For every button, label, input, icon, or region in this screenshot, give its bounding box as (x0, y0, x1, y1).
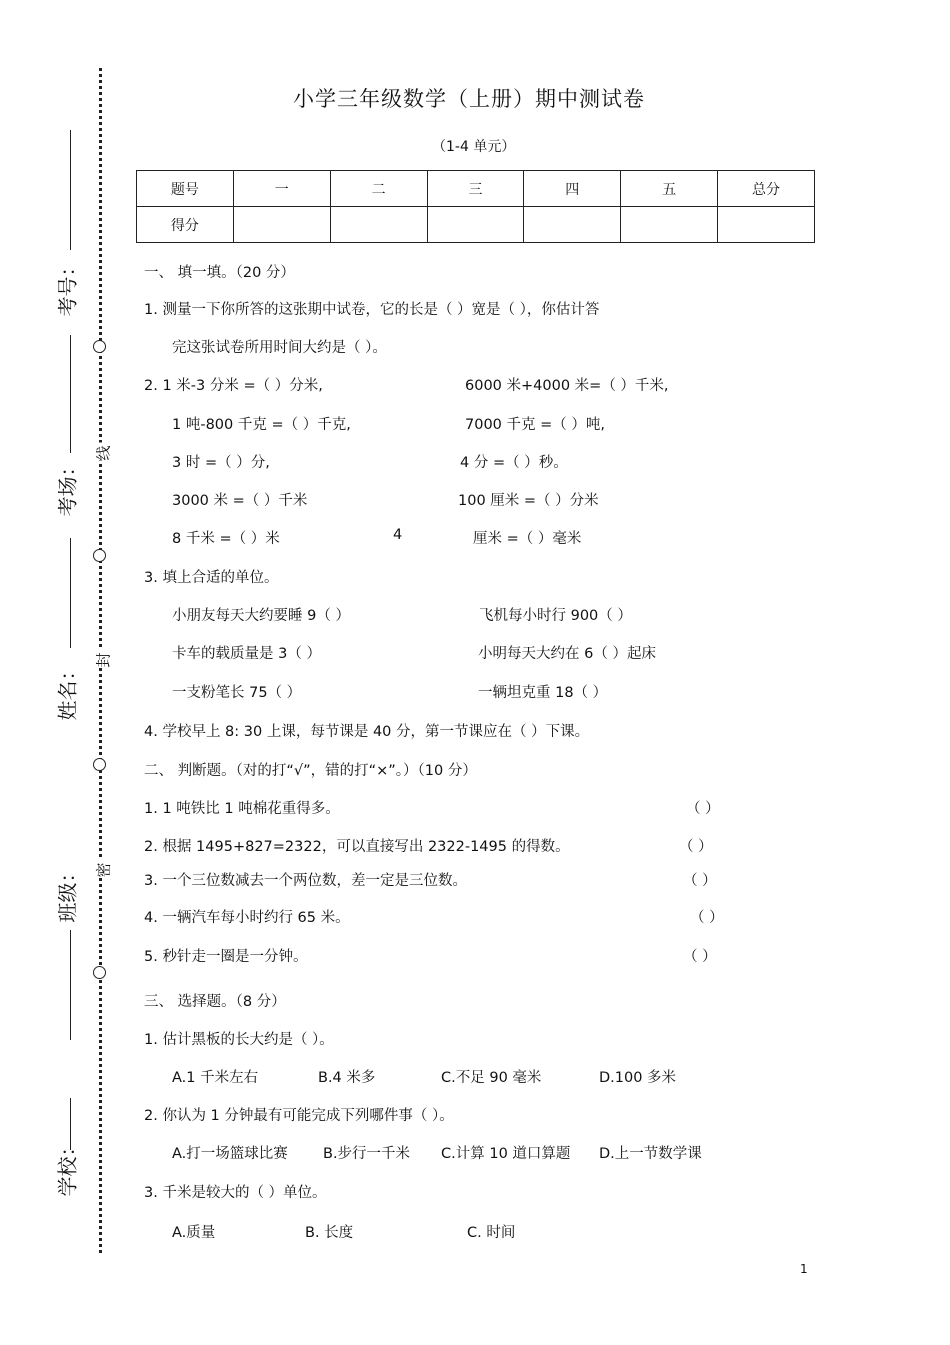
score-table-header-row (137, 171, 815, 207)
answer-bracket[interactable]: （ ） (690, 910, 724, 926)
question-text: 1. 1 吨铁比 1 吨棉花重得多。 (144, 801, 340, 817)
question-text: 卡车的载质量是 3（ ） (172, 646, 321, 662)
question-text: 3. 一个三位数减去一个两位数，差一定是三位数。 (144, 873, 467, 889)
question-text: 1 吨-800 千克 =（ ）千克, (172, 417, 351, 433)
choice-option: C.计算 10 道口算题 (441, 1146, 571, 1162)
score-header-cell: 题号 (137, 171, 234, 207)
question-text: 一辆坦克重 18（ ） (478, 685, 608, 701)
score-row-label: 得分 (137, 207, 234, 243)
binding-hole-icon (93, 758, 106, 771)
question-text: 4 (393, 527, 403, 543)
question-text: 3 时 =（ ）分, (172, 455, 270, 471)
seal-mi: 密 (93, 860, 114, 878)
choice-option: B.步行一千米 (323, 1146, 411, 1162)
choice-option: B.4 米多 (318, 1070, 376, 1086)
name-label: 姓名： (55, 660, 80, 721)
id-label: 考号： (55, 256, 80, 317)
question-text: 2. 你认为 1 分钟最有可能完成下列哪件事（ ）。 (144, 1108, 454, 1124)
score-table (136, 170, 815, 243)
binding-hole-icon (93, 340, 106, 353)
fill-line-room (70, 335, 71, 453)
question-text: 7000 千克 =（ ）吨, (465, 417, 605, 433)
question-text: 4 分 =（ ）秒。 (460, 455, 568, 471)
question-text: 1. 估计黑板的长大约是（ ）。 (144, 1032, 334, 1048)
score-header-cell: 二 (330, 171, 427, 207)
choice-option: A.1 千米左右 (172, 1070, 259, 1086)
page-title: 小学三年级数学（上册）期中测试卷 (293, 87, 645, 111)
question-text: 完这张试卷所用时间大约是（ ）。 (172, 340, 387, 356)
answer-bracket[interactable]: （ ） (683, 873, 717, 889)
choice-option: A.质量 (172, 1225, 216, 1241)
question-text: 2. 根据 1495+827=2322，可以直接写出 2322-1495 的得数。 (144, 839, 570, 855)
score-header-cell: 四 (524, 171, 621, 207)
question-text: 3. 千米是较大的（ ）单位。 (144, 1185, 327, 1201)
question-text: 小明每天大约在 6（ ）起床 (478, 646, 656, 662)
score-header-cell: 一 (233, 171, 330, 207)
school-label: 学校： (55, 1136, 80, 1197)
choice-option: C.不足 90 毫米 (441, 1070, 542, 1086)
question-text: 3. 填上合适的单位。 (144, 570, 279, 586)
fill-line-id (70, 130, 71, 250)
seal-xian: 线 (93, 443, 114, 461)
question-text: 4. 一辆汽车每小时约行 65 米。 (144, 910, 350, 926)
fill-line-class (70, 930, 71, 1040)
room-label: 考场： (55, 456, 80, 517)
question-text: 5. 秒针走一圈是一分钟。 (144, 949, 308, 965)
question-text: 8 千米 =（ ）米 (172, 531, 280, 547)
score-cell[interactable] (524, 207, 621, 243)
question-text: 100 厘米 =（ ）分米 (458, 493, 599, 509)
choice-option: D.100 多米 (599, 1070, 677, 1086)
answer-bracket[interactable]: （ ） (686, 801, 720, 817)
class-label: 班级： (55, 862, 80, 923)
score-header-cell: 三 (427, 171, 524, 207)
question-text: 飞机每小时行 900（ ） (479, 608, 632, 624)
fill-line-name (70, 538, 71, 648)
score-table-score-row (137, 207, 815, 243)
page-subtitle: （1-4 单元） (432, 139, 516, 155)
section-heading: 三、 选择题。（8 分） (144, 994, 286, 1010)
score-cell[interactable] (330, 207, 427, 243)
binding-hole-icon (93, 966, 106, 979)
question-text: 3000 米 =（ ）千米 (172, 493, 308, 509)
question-text: 厘米 =（ ）毫米 (473, 531, 582, 547)
question-text: 1. 测量一下你所答的这张期中试卷，它的长是（ ）宽是（ ），你估计答 (144, 302, 600, 318)
question-text: 6000 米+4000 米=（ ）千米, (465, 378, 669, 394)
score-cell[interactable] (621, 207, 718, 243)
score-cell[interactable] (233, 207, 330, 243)
section-heading: 一、 填一填。（20 分） (144, 265, 295, 281)
binding-hole-icon (93, 549, 106, 562)
score-header-cell: 五 (621, 171, 718, 207)
section-heading: 二、 判断题。（对的打“√”，错的打“×”。）（10 分） (144, 763, 477, 779)
choice-option: B. 长度 (305, 1225, 354, 1241)
answer-bracket[interactable]: （ ） (683, 949, 717, 965)
choice-option: D.上一节数学课 (599, 1146, 702, 1162)
choice-option: A.打一场篮球比赛 (172, 1146, 288, 1162)
answer-bracket[interactable]: （ ） (679, 839, 713, 855)
choice-option: C. 时间 (467, 1225, 516, 1241)
score-cell[interactable] (718, 207, 815, 243)
question-text: 4. 学校早上 8: 30 上课，每节课是 40 分，第一节课应在（ ）下课。 (144, 724, 590, 740)
question-text: 2. 1 米-3 分米 =（ ）分米, (144, 378, 323, 394)
score-header-cell: 总分 (718, 171, 815, 207)
question-text: 小朋友每天大约要睡 9（ ） (172, 608, 350, 624)
seal-feng: 封 (93, 650, 114, 668)
score-cell[interactable] (427, 207, 524, 243)
question-text: 一支粉笔长 75（ ） (172, 685, 302, 701)
page-number: 1 (800, 1262, 808, 1276)
